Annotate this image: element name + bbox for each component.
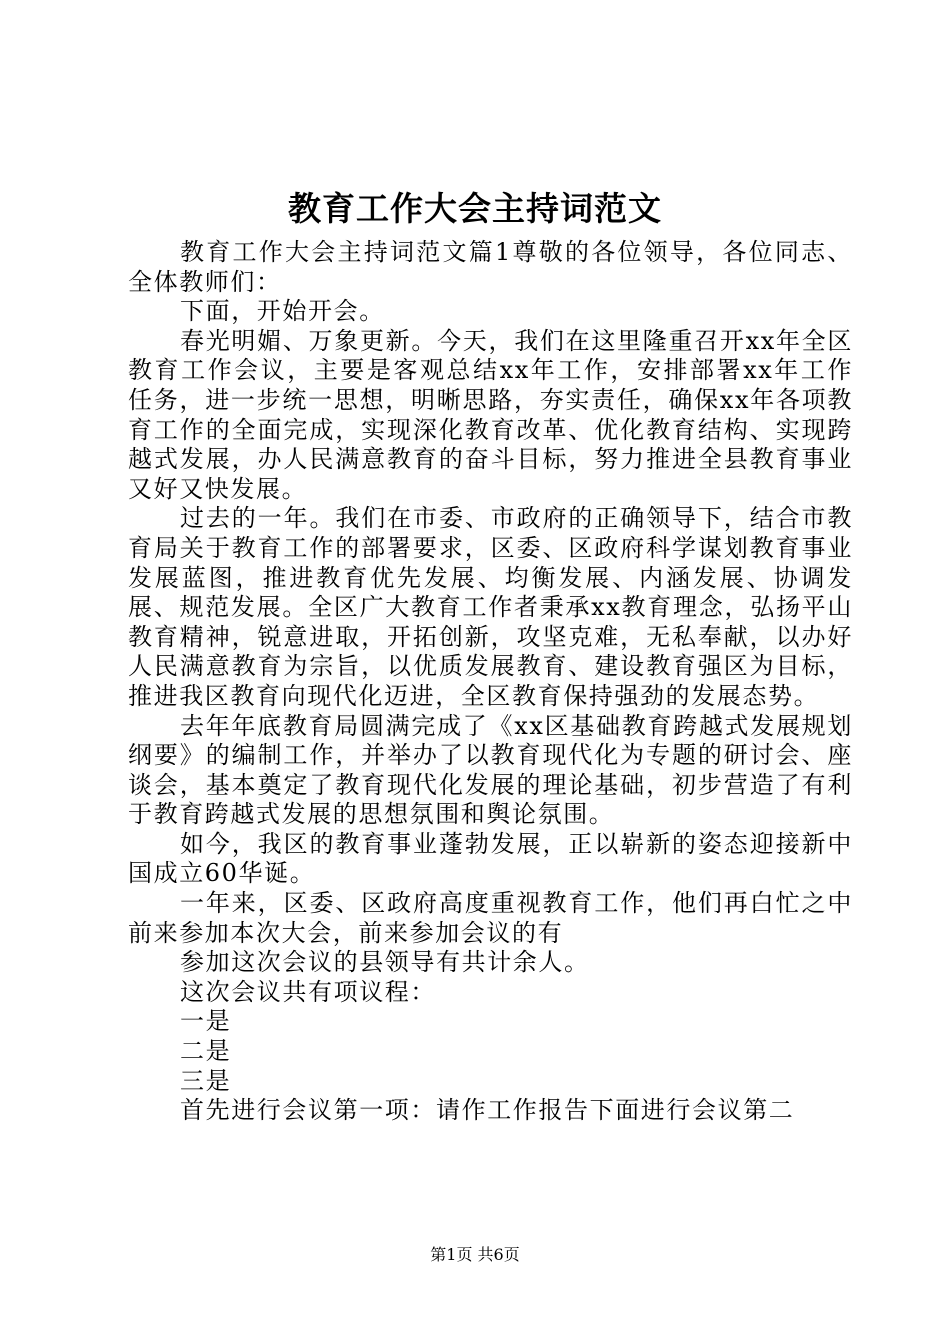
text-line: 一是 [180, 1007, 232, 1036]
document-title: 教育工作大会主持词范文 [288, 189, 662, 228]
paragraph: 下面，开始开会。 [180, 297, 385, 326]
text-line: 首先进行会议第一项：请作工作报告下面进行会议第二 [180, 1096, 795, 1125]
paragraph: 教育工作大会主持词范文篇1尊敬的各位领导，各位同志、全体教师们： [128, 238, 853, 296]
paragraph: 如今，我区的教育事业蓬勃发展，正以崭新的姿态迎接新中国成立60华诞。 [128, 829, 853, 888]
text-line: 二是 [180, 1037, 232, 1066]
paragraph: 一年来，区委、区政府高度重视教育工作，他们再白忙之中前来参加本次大会，前来参加会议的有 [128, 889, 853, 947]
paragraph: 去年年底教育局圆满完成了《xx区基础教育跨越式发展规划纲要》的编制工作，并举办了以教育现代化为专题的研讨会、座谈会，基本奠定了教育现代化发展的理论基础，初步营造了有利于教育跨越式发展的思想氛围和舆论氛围。 [128, 711, 853, 829]
text-line: 参加这次会议的县领导有共计余人。 [180, 948, 590, 977]
text-line: 三是 [180, 1066, 232, 1095]
paragraph: 过去的一年。我们在市委、市政府的正确领导下，结合市教育局关于教育工作的部署要求，区委、区政府科学谋划教育事业发展蓝图，推进教育优先发展、均衡发展、内涵发展、协调发展、规范发展。全区广大教育工作者秉承xx教育理念，弘扬平山教育精神，锐意进取，开拓创新，攻坚克难，无私奉献，以办好人民满意教育为宗旨，以优质发展教育、建设教育强区为目标，推进我区教育向现代化迈进，全区教育保持强劲的发展态势。 [128, 504, 853, 710]
page-footer: 第1页 共6页 [430, 1245, 520, 1264]
paragraph: 春光明媚、万象更新。今天，我们在这里隆重召开xx年全区教育工作会议，主要是客观总结xx年工作，安排部署xx年工作任务，进一步统一思想，明晰思路，夯实责任，确保xx年各项教育工作的全面完成，实现深化教育改革、优化教育结构、实现跨越式发展，办人民满意教育的奋斗目标，努力推进全县教育事业又好又快发展。 [128, 326, 853, 503]
document-body [128, 238, 853, 1126]
text-line: 这次会议共有项议程： [180, 977, 436, 1006]
